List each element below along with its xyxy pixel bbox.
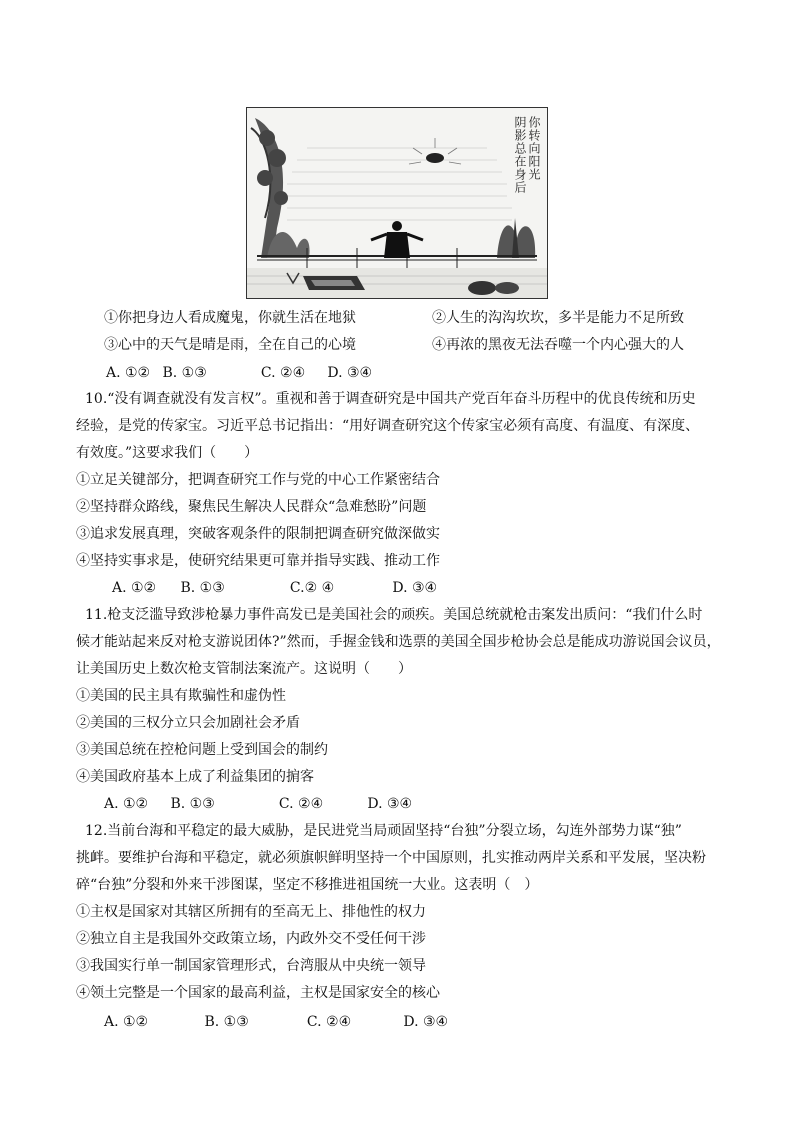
cartoon-caption bbox=[513, 116, 541, 194]
q9-option-b[interactable]: B. ①③ bbox=[162, 365, 207, 381]
q10-statement-4: ④坚持实事求是，使研究结果更可靠并指导实践、推动工作 bbox=[76, 553, 440, 569]
q12-option-b[interactable]: B. ①③ bbox=[204, 1014, 249, 1030]
q10-options bbox=[112, 578, 437, 598]
q12-options bbox=[104, 1012, 448, 1032]
q12-stem-line-1: 12.当前台海和平稳定的最大威胁，是民进党当局顽固坚持“台独”分裂立场，勾连外部势力谋“独” bbox=[85, 823, 682, 839]
q11-statement-3: ③美国总统在控枪问题上受到国会的制约 bbox=[76, 742, 328, 758]
q10-stem-line-3: 有效度。”这要求我们（ ） bbox=[76, 445, 259, 461]
q12-stem-line-2: 挑衅。要维护台海和平稳定，就必须旗帜鲜明坚持一个中国原则，扎实推动两岸关系和平发展，坚决粉 bbox=[76, 850, 706, 866]
q12-statement-4: ④领土完整是一个国家的最高利益，主权是国家安全的核心 bbox=[76, 985, 440, 1001]
q10-stem-line-1: 10.“没有调查就没有发言权”。重视和善于调查研究是中国共产党百年奋斗历程中的优良传统和历史 bbox=[85, 391, 696, 407]
q11-options bbox=[104, 794, 412, 814]
q11-statement-2: ②美国的三权分立只会加剧社会矛盾 bbox=[76, 715, 300, 731]
q10-option-a[interactable]: A. ①② bbox=[112, 580, 157, 596]
q9-statement-4: ④再浓的黑夜无法吞噬一个内心强大的人 bbox=[432, 337, 684, 353]
q10-option-b[interactable]: B. ①③ bbox=[180, 580, 225, 596]
cartoon-caption-line-1: 你转向阳光 bbox=[527, 116, 541, 181]
q10-stem-line-2: 经验，是党的传家宝。习近平总书记指出：“用好调查研究这个传家宝必须有高度、有温度、有深度、 bbox=[76, 418, 700, 434]
q12-option-c[interactable]: C. ②④ bbox=[306, 1014, 352, 1030]
q12-option-d[interactable]: D. ③④ bbox=[403, 1014, 449, 1030]
q10-option-d[interactable]: D. ③④ bbox=[392, 580, 438, 596]
q12-stem-line-3: 碎“台独”分裂和外来干涉图谋，坚定不移推进祖国统一大业。这表明（ ） bbox=[76, 877, 539, 893]
cartoon-illustration bbox=[246, 107, 548, 299]
q12-statement-3: ③我国实行单一制国家管理形式，台湾服从中央统一领导 bbox=[76, 958, 426, 974]
q9-option-a[interactable]: A. ①② bbox=[106, 365, 151, 381]
q12-statement-1: ①主权是国家对其辖区所拥有的至高无上、排他性的权力 bbox=[76, 904, 426, 920]
q9-statement-2: ②人生的沟沟坎坎，多半是能力不足所致 bbox=[432, 310, 684, 326]
q9-statement-1: ①你把身边人看成魔鬼，你就生活在地狱 bbox=[104, 310, 356, 326]
q11-option-d[interactable]: D. ③④ bbox=[367, 796, 413, 812]
cartoon-caption-line-2: 阴影总在身后 bbox=[513, 116, 527, 194]
q12-option-a[interactable]: A. ①② bbox=[104, 1014, 149, 1030]
q10-option-c[interactable]: C.② ④ bbox=[289, 580, 335, 596]
q9-option-c[interactable]: C. ②④ bbox=[260, 365, 306, 381]
q11-option-b[interactable]: B. ①③ bbox=[170, 796, 215, 812]
q9-option-d[interactable]: D. ③④ bbox=[327, 365, 373, 381]
q9-options bbox=[106, 363, 372, 383]
q11-statement-1: ①美国的民主具有欺骗性和虚伪性 bbox=[76, 688, 286, 704]
q11-stem-line-1: 11.枪支泛滥导致涉枪暴力事件高发已是美国社会的顽疾。美国总统就枪击案发出质问：“我们什么时 bbox=[85, 607, 703, 623]
q9-statement-3: ③心中的天气是晴是雨，全在自己的心境 bbox=[104, 337, 356, 353]
q10-statement-1: ①立足关键部分，把调查研究工作与党的中心工作紧密结合 bbox=[76, 472, 440, 488]
q11-option-c[interactable]: C. ②④ bbox=[278, 796, 324, 812]
q12-statement-2: ②独立自主是我国外交政策立场，内政外交不受任何干涉 bbox=[76, 931, 426, 947]
q11-stem-line-3: 让美国历史上数次枪支管制法案流产。这说明（ ） bbox=[76, 661, 412, 677]
q10-statement-3: ③追求发展真理，突破客观条件的限制把调查研究做深做实 bbox=[76, 526, 440, 542]
q11-option-a[interactable]: A. ①② bbox=[104, 796, 149, 812]
cartoon-drawing bbox=[247, 108, 547, 298]
q10-statement-2: ②坚持群众路线，聚焦民生解决人民群众“急难愁盼”问题 bbox=[76, 499, 427, 515]
q11-stem-line-2: 候才能站起来反对枪支游说团体?”然而，手握金钱和选票的美国全国步枪协会总是能成功游说国会议员， bbox=[76, 634, 721, 650]
q11-statement-4: ④美国政府基本上成了利益集团的掮客 bbox=[76, 769, 314, 785]
